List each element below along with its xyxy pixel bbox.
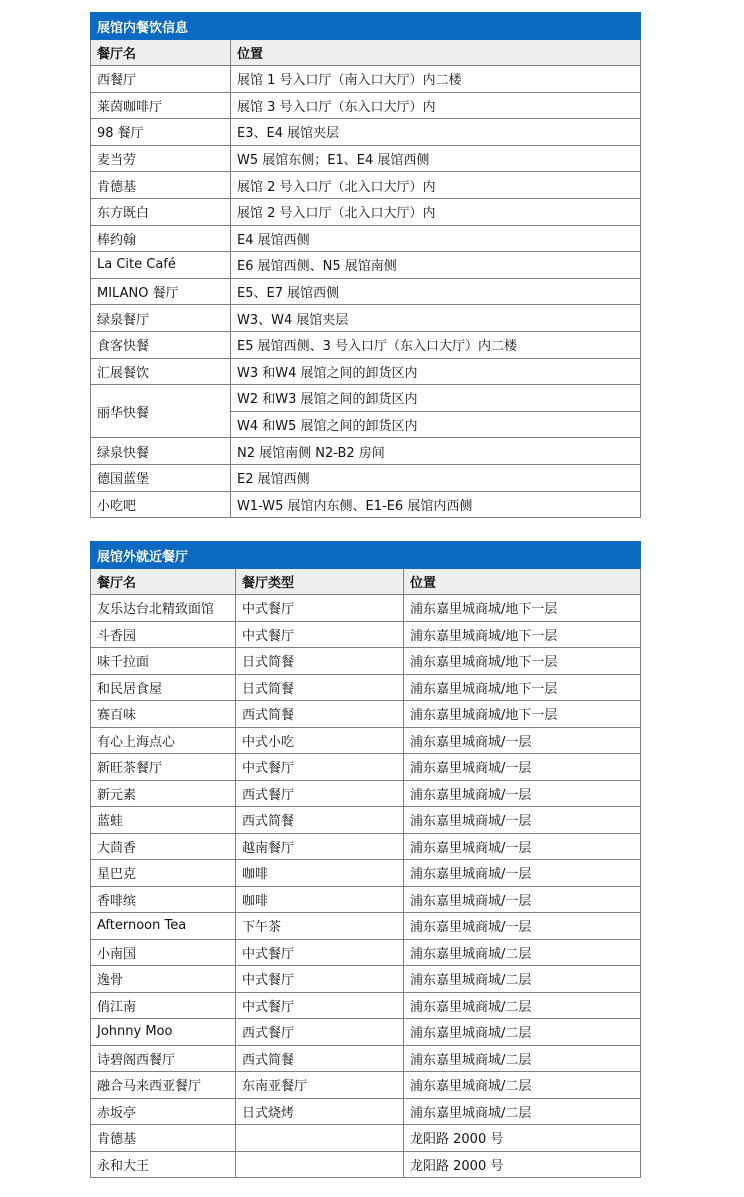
restaurant-type: 日式烧烤 xyxy=(236,1098,404,1125)
table-row xyxy=(91,1098,641,1125)
restaurant-name: 和民居食屋 xyxy=(91,674,236,701)
restaurant-location: W3、W4 展馆夹层 xyxy=(231,305,641,332)
restaurant-location: 展馆 3 号入口厅（东入口大厅）内 xyxy=(231,92,641,119)
table-row xyxy=(91,1072,641,1099)
table-row xyxy=(91,833,641,860)
restaurant-name: 莱茵咖啡厅 xyxy=(91,92,231,119)
restaurant-location: 浦东嘉里城商城/地下一层 xyxy=(404,621,641,648)
restaurant-location: 浦东嘉里城商城/一层 xyxy=(404,754,641,781)
restaurant-type: 中式小吃 xyxy=(236,727,404,754)
table-row xyxy=(91,966,641,993)
table-row xyxy=(91,1045,641,1072)
restaurant-location: 展馆 2 号入口厅（北入口大厅）内 xyxy=(231,172,641,199)
restaurant-type: 日式简餐 xyxy=(236,648,404,675)
table-row xyxy=(91,278,641,305)
table-row xyxy=(91,992,641,1019)
restaurant-type: 中式餐厅 xyxy=(236,939,404,966)
restaurant-location: 浦东嘉里城商城/二层 xyxy=(404,1045,641,1072)
restaurant-location: E5、E7 展馆西侧 xyxy=(231,278,641,305)
restaurant-name: 小南国 xyxy=(91,939,236,966)
table-row xyxy=(91,464,641,491)
restaurant-type: 西式简餐 xyxy=(236,807,404,834)
restaurant-location: E4 展馆西侧 xyxy=(231,225,641,252)
restaurant-name: 融合马来西亚餐厅 xyxy=(91,1072,236,1099)
table-row xyxy=(91,674,641,701)
restaurant-location: 浦东嘉里城商城/二层 xyxy=(404,1019,641,1046)
restaurant-type xyxy=(236,1151,404,1178)
restaurant-name: Afternoon Tea xyxy=(91,913,236,940)
restaurant-location: 浦东嘉里城商城/一层 xyxy=(404,886,641,913)
table-row xyxy=(91,886,641,913)
table-row xyxy=(91,913,641,940)
restaurant-location: 浦东嘉里城商城/地下一层 xyxy=(404,701,641,728)
restaurant-name: 俏江南 xyxy=(91,992,236,1019)
restaurant-type: 日式简餐 xyxy=(236,674,404,701)
table-row xyxy=(91,621,641,648)
table-row xyxy=(91,225,641,252)
table-row xyxy=(91,807,641,834)
restaurant-name: 棒约翰 xyxy=(91,225,231,252)
table-row xyxy=(91,198,641,225)
restaurant-location: 浦东嘉里城商城/地下一层 xyxy=(404,648,641,675)
restaurant-location: 浦东嘉里城商城/二层 xyxy=(404,1072,641,1099)
restaurant-type: 西式餐厅 xyxy=(236,780,404,807)
restaurant-name: 味千拉面 xyxy=(91,648,236,675)
restaurant-location: E3、E4 展馆夹层 xyxy=(231,119,641,146)
restaurant-name: 丽华快餐 xyxy=(91,385,231,438)
inside-dining-table xyxy=(90,12,641,518)
restaurant-location: 龙阳路 2000 号 xyxy=(404,1151,641,1178)
table-row xyxy=(91,92,641,119)
restaurant-name: MILANO 餐厅 xyxy=(91,278,231,305)
restaurant-name: 食客快餐 xyxy=(91,331,231,358)
restaurant-name: 小吃吧 xyxy=(91,491,231,518)
restaurant-type: 中式餐厅 xyxy=(236,992,404,1019)
restaurant-name: 诗碧阁西餐厅 xyxy=(91,1045,236,1072)
restaurant-name: 逸骨 xyxy=(91,966,236,993)
restaurant-name: 98 餐厅 xyxy=(91,119,231,146)
restaurant-location: 浦东嘉里城商城/地下一层 xyxy=(404,674,641,701)
restaurant-type: 中式餐厅 xyxy=(236,966,404,993)
table-row xyxy=(91,939,641,966)
restaurant-location: 浦东嘉里城商城/二层 xyxy=(404,1098,641,1125)
table-row xyxy=(91,754,641,781)
table-row xyxy=(91,438,641,465)
restaurant-type: 西式简餐 xyxy=(236,701,404,728)
restaurant-type: 中式餐厅 xyxy=(236,595,404,622)
restaurant-name: 麦当劳 xyxy=(91,145,231,172)
restaurant-location: 浦东嘉里城商城/一层 xyxy=(404,833,641,860)
restaurant-name: 绿泉餐厅 xyxy=(91,305,231,332)
section-title: 展馆内餐饮信息 xyxy=(91,13,641,40)
table-row xyxy=(91,145,641,172)
restaurant-location: 浦东嘉里城商城/二层 xyxy=(404,939,641,966)
restaurant-location: 浦东嘉里城商城/一层 xyxy=(404,860,641,887)
restaurant-name: 汇展餐饮 xyxy=(91,358,231,385)
restaurant-location: 浦东嘉里城商城/二层 xyxy=(404,966,641,993)
restaurant-location: 展馆 1 号入口厅（南入口大厅）内二楼 xyxy=(231,66,641,93)
table-row xyxy=(91,172,641,199)
table-row xyxy=(91,66,641,93)
table-row xyxy=(91,1151,641,1178)
restaurant-type: 咖啡 xyxy=(236,886,404,913)
column-header: 位置 xyxy=(231,40,641,66)
restaurant-location: W1-W5 展馆内东侧、E1-E6 展馆内西侧 xyxy=(231,491,641,518)
restaurant-location: 浦东嘉里城商城/二层 xyxy=(404,992,641,1019)
restaurant-name: Johnny Moo xyxy=(91,1019,236,1046)
restaurant-name: 新旺茶餐厅 xyxy=(91,754,236,781)
restaurant-type: 中式餐厅 xyxy=(236,621,404,648)
restaurant-location: W5 展馆东侧；E1、E4 展馆西侧 xyxy=(231,145,641,172)
restaurant-location: W3 和W4 展馆之间的卸货区内 xyxy=(231,358,641,385)
restaurant-name: 肯德基 xyxy=(91,172,231,199)
restaurant-location: 浦东嘉里城商城/一层 xyxy=(404,807,641,834)
restaurant-location: 龙阳路 2000 号 xyxy=(404,1125,641,1152)
column-header: 餐厅名 xyxy=(91,40,231,66)
restaurant-type: 中式餐厅 xyxy=(236,754,404,781)
restaurant-name: 有心上海点心 xyxy=(91,727,236,754)
table-row xyxy=(91,727,641,754)
restaurant-name: 赤坂亭 xyxy=(91,1098,236,1125)
restaurant-location: W4 和W5 展馆之间的卸货区内 xyxy=(231,411,641,438)
restaurant-location: 浦东嘉里城商城/地下一层 xyxy=(404,595,641,622)
restaurant-name: 赛百味 xyxy=(91,701,236,728)
restaurant-location: 浦东嘉里城商城/一层 xyxy=(404,727,641,754)
restaurant-type: 下午茶 xyxy=(236,913,404,940)
restaurant-name: 西餐厅 xyxy=(91,66,231,93)
table-row xyxy=(91,385,641,412)
table-row xyxy=(91,701,641,728)
table-row xyxy=(91,1019,641,1046)
restaurant-type: 东南亚餐厅 xyxy=(236,1072,404,1099)
table-row xyxy=(91,305,641,332)
nearby-restaurants-table xyxy=(90,541,641,1178)
restaurant-location: 浦东嘉里城商城/一层 xyxy=(404,913,641,940)
restaurant-location: E6 展馆西侧、N5 展馆南侧 xyxy=(231,252,641,279)
restaurant-name: 星巴克 xyxy=(91,860,236,887)
restaurant-location: 展馆 2 号入口厅（北入口大厅）内 xyxy=(231,198,641,225)
restaurant-name: 大茴香 xyxy=(91,833,236,860)
table-row xyxy=(91,860,641,887)
restaurant-type: 西式餐厅 xyxy=(236,1019,404,1046)
table-row xyxy=(91,358,641,385)
restaurant-location: 浦东嘉里城商城/一层 xyxy=(404,780,641,807)
table-row xyxy=(91,595,641,622)
restaurant-location: E2 展馆西侧 xyxy=(231,464,641,491)
column-header: 位置 xyxy=(404,569,641,595)
column-header: 餐厅名 xyxy=(91,569,236,595)
restaurant-name: 永和大王 xyxy=(91,1151,236,1178)
table-row xyxy=(91,119,641,146)
restaurant-name: 新元素 xyxy=(91,780,236,807)
table-row xyxy=(91,491,641,518)
restaurant-name: 肯德基 xyxy=(91,1125,236,1152)
restaurant-type xyxy=(236,1125,404,1152)
restaurant-location: N2 展馆南侧 N2-B2 房间 xyxy=(231,438,641,465)
restaurant-name: La Cite Café xyxy=(91,252,231,279)
restaurant-name: 斗香园 xyxy=(91,621,236,648)
restaurant-name: 东方既白 xyxy=(91,198,231,225)
section-title: 展馆外就近餐厅 xyxy=(91,542,641,569)
table-row xyxy=(91,648,641,675)
restaurant-name: 香啡缤 xyxy=(91,886,236,913)
column-header: 餐厅类型 xyxy=(236,569,404,595)
restaurant-location: E5 展馆西侧、3 号入口厅（东入口大厅）内二楼 xyxy=(231,331,641,358)
restaurant-type: 咖啡 xyxy=(236,860,404,887)
table-row xyxy=(91,780,641,807)
restaurant-location: W2 和W3 展馆之间的卸货区内 xyxy=(231,385,641,412)
table-row xyxy=(91,1125,641,1152)
restaurant-name: 绿泉快餐 xyxy=(91,438,231,465)
table-row xyxy=(91,331,641,358)
table-row xyxy=(91,252,641,279)
restaurant-type: 越南餐厅 xyxy=(236,833,404,860)
restaurant-name: 德国蓝堡 xyxy=(91,464,231,491)
restaurant-name: 友乐达台北精致面馆 xyxy=(91,595,236,622)
restaurant-name: 蓝蛙 xyxy=(91,807,236,834)
restaurant-type: 西式简餐 xyxy=(236,1045,404,1072)
